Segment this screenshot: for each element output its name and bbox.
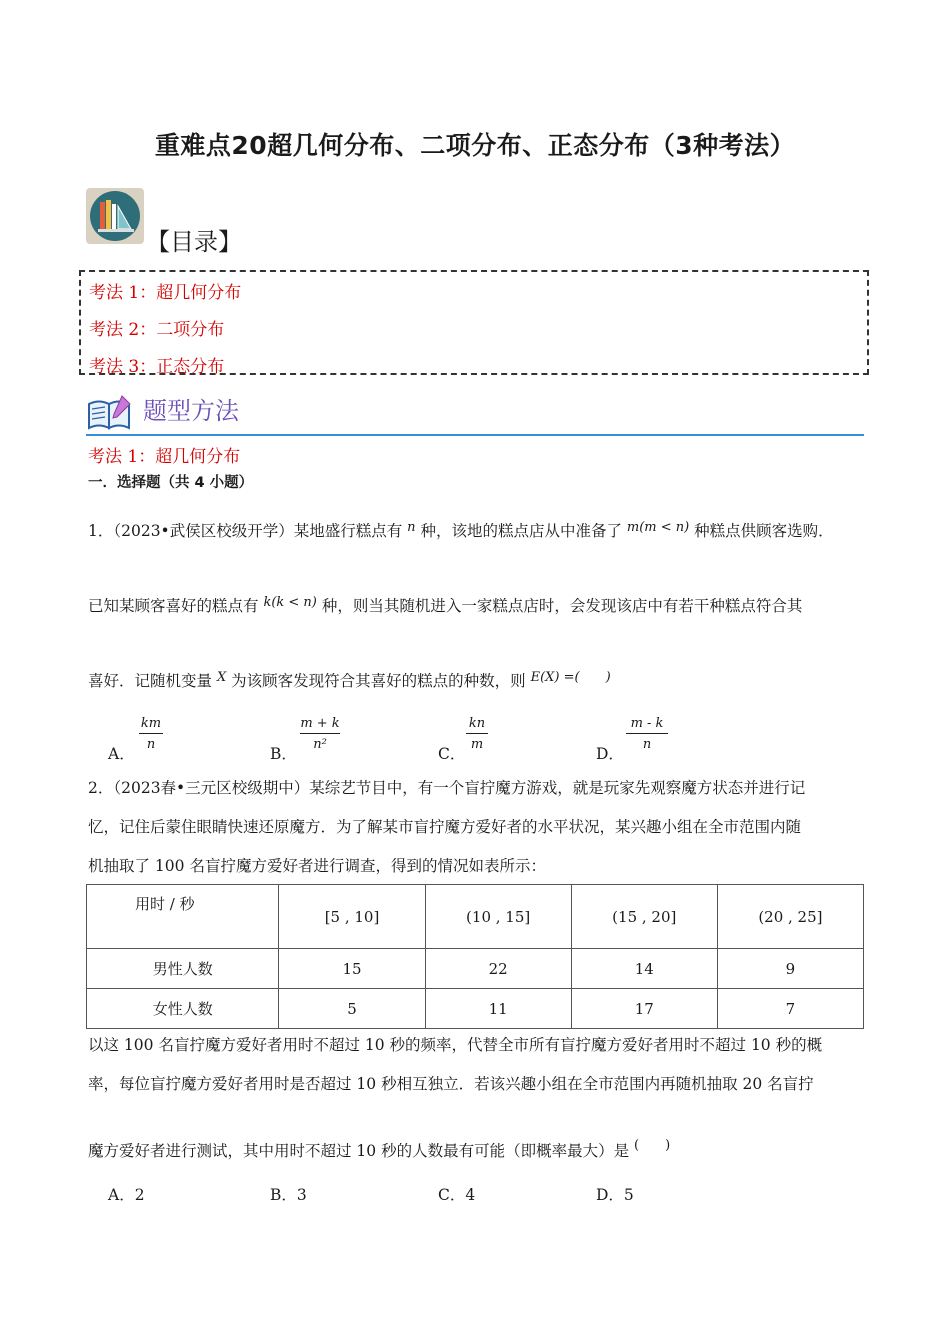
table-cell: 17	[571, 989, 717, 1029]
q1-line2	[88, 597, 802, 616]
q1-option-a-label[interactable]: A．	[108, 745, 135, 763]
table-row	[87, 949, 864, 989]
table-cell: 女性人数	[87, 989, 279, 1029]
toc-box	[79, 270, 869, 375]
table-header-cell: (15 , 20]	[571, 885, 717, 949]
table-cell: 9	[717, 949, 863, 989]
table-header-cell: [5 , 10]	[279, 885, 425, 949]
q1-text-1a: 1．（2023•武侯区校级开学）某地盛行糕点有	[88, 522, 403, 540]
q2-after-line3	[88, 1138, 671, 1161]
q1-var-n: n	[407, 520, 416, 535]
table-header-row	[87, 885, 864, 949]
q2-option-b[interactable]: B．3	[270, 1186, 307, 1204]
q1-option-b-fraction	[300, 716, 340, 752]
page-title: 重难点20超几何分布、二项分布、正态分布（3种考法）	[154, 131, 796, 160]
section-subheading: 考法 1：超几何分布	[88, 447, 241, 467]
table-cell: 15	[279, 949, 425, 989]
q1-expr-m: m(m < n)	[626, 520, 690, 535]
q2-option-a[interactable]: A．2	[108, 1186, 145, 1204]
fraction-denominator: n	[146, 737, 156, 752]
q2-line3: 机抽取了 100 名盲拧魔方爱好者进行调查，得到的情况如表所示：	[88, 857, 546, 875]
q1-line3	[88, 672, 611, 691]
q1-option-d-label[interactable]: D．	[596, 745, 624, 763]
q2-answer-paren: ( )	[634, 1138, 671, 1153]
section-title: 题型方法	[143, 397, 239, 425]
q1-text-3a: 喜好．记随机变量	[88, 672, 213, 690]
table-cell: 男性人数	[87, 949, 279, 989]
section-divider	[86, 434, 864, 436]
toc-item-2[interactable]: 考法 2：二项分布	[89, 320, 225, 340]
table-cell: 7	[717, 989, 863, 1029]
table-cell: 11	[425, 989, 571, 1029]
q2-option-d[interactable]: D．5	[596, 1186, 634, 1204]
q1-var-x: X	[216, 670, 227, 685]
data-table	[86, 884, 864, 1029]
table-cell: 5	[279, 989, 425, 1029]
table-cell: 14	[571, 949, 717, 989]
part-heading: 一．选择题（共 4 小题）	[88, 475, 254, 491]
table-row	[87, 989, 864, 1029]
books-logo-icon	[86, 188, 144, 244]
q1-line1	[88, 522, 834, 541]
q1-option-c-label[interactable]: C．	[438, 745, 466, 763]
q2-after-line1: 以这 100 名盲拧魔方爱好者用时不超过 10 秒的频率，代替全市所有盲拧魔方爱好者用时不超过 10 秒的概	[88, 1036, 823, 1054]
table-header-cell: 用时 / 秒	[87, 885, 279, 949]
fraction-numerator: km	[140, 716, 162, 731]
q1-option-d-fraction	[626, 716, 668, 752]
q2-after-line2: 率，每位盲拧魔方爱好者用时是否超过 10 秒相互独立．若该兴趣小组在全市范围内再随机抽取 20 名盲拧	[88, 1075, 814, 1093]
table-header-cell: (20 , 25]	[717, 885, 863, 949]
fraction-denominator: m	[470, 737, 484, 752]
q1-text-3b: 为该顾客发现符合其喜好的糕点的种数，则	[231, 672, 526, 690]
fraction-numerator: m - k	[630, 716, 664, 731]
q2-after-text: 魔方爱好者进行测试，其中用时不超过 10 秒的人数最有可能（即概率最大）是	[88, 1142, 630, 1160]
toc-item-1[interactable]: 考法 1：超几何分布	[89, 283, 242, 303]
open-book-icon	[86, 394, 134, 434]
fraction-numerator: m + k	[300, 716, 340, 731]
toc-item-3[interactable]: 考法 3：正态分布	[89, 357, 225, 377]
q2-line1: 2．（2023春•三元区校级期中）某综艺节目中，有一个盲拧魔方游戏，就是玩家先观察魔方状态并进行记	[88, 779, 806, 797]
q1-option-c-fraction	[466, 716, 488, 752]
fraction-denominator: n²	[313, 737, 327, 752]
table-header-cell: (10 , 15]	[425, 885, 571, 949]
q1-option-a-fraction	[139, 716, 163, 752]
q2-line2: 忆，记住后蒙住眼睛快速还原魔方．为了解某市盲拧魔方爱好者的水平状况，某兴趣小组在全市范围内随	[88, 818, 802, 836]
table-cell: 22	[425, 949, 571, 989]
toc-heading: 【目录】	[146, 228, 242, 256]
q1-text-2a: 已知某顾客喜好的糕点有	[88, 597, 259, 615]
fraction-numerator: kn	[468, 716, 486, 731]
q1-text-1c: 种糕点供顾客选购．	[694, 522, 834, 540]
q1-expr-e: E(X) =( )	[530, 670, 611, 685]
q1-expr-k: k(k < n)	[263, 595, 317, 610]
q1-text-1b: 种，该地的糕点店从中准备了	[420, 522, 622, 540]
q1-option-b-label[interactable]: B．	[270, 745, 297, 763]
q1-text-2b: 种，则当其随机进入一家糕点店时，会发现该店中有若干种糕点符合其	[321, 597, 803, 615]
fraction-denominator: n	[642, 737, 652, 752]
q2-option-c[interactable]: C．4	[438, 1186, 476, 1204]
